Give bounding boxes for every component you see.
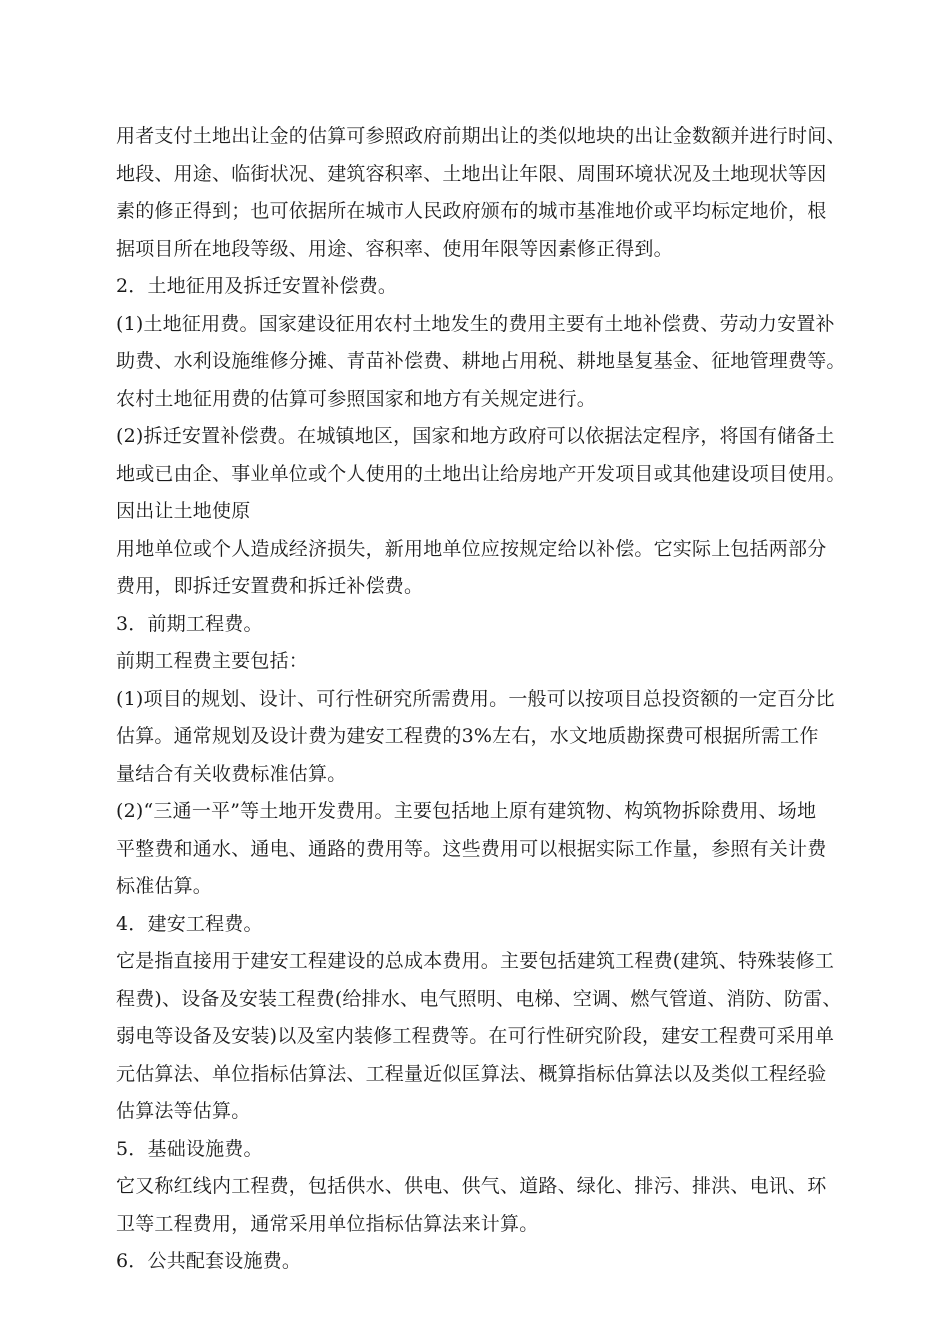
text-line: (1)项目的规划、设计、可行性研究所需费用。一般可以按项目总投资额的一定百分比 [116, 687, 835, 710]
section-heading: 2．土地征用及拆迁安置补偿费。 [116, 275, 398, 297]
text-line: 标准估算。 [116, 875, 213, 897]
text-line: 卫等工程费用，通常采用单位指标估算法来计算。 [116, 1212, 539, 1235]
text-line: 用地单位或个人造成经济损失，新用地单位应按规定给以补偿。它实际上包括两部分 [116, 537, 827, 560]
text-line: 用者支付土地出让金的估算可参照政府前期出让的类似地块的出让金数额并进行时间、 [116, 125, 846, 147]
text-line: 因出让土地使原 [116, 500, 251, 522]
text-line: 估算。通常规划及设计费为建安工程费的3%左右，水文地质勘探费可根据所需工作 [116, 725, 819, 747]
text-line: 程费)、设备及安装工程费(给排水、电气照明、电梯、空调、燃气管道、消防、防雷、 [116, 987, 842, 1010]
text-line: 费用，即拆迁安置费和拆迁补偿费。 [116, 575, 424, 597]
text-line: (1)土地征用费。国家建设征用农村土地发生的费用主要有土地补偿费、劳动力安置补 [116, 312, 835, 335]
text-line: 据项目所在地段等级、用途、容积率、使用年限等因素修正得到。 [116, 237, 673, 260]
section-heading: 6．公共配套设施费。 [116, 1250, 302, 1272]
text-line: 平整费和通水、通电、通路的费用等。这些费用可以根据实际工作量，参照有关计费 [116, 837, 827, 860]
section-heading: 3．前期工程费。 [116, 612, 263, 635]
text-line: 量结合有关收费标准估算。 [116, 762, 347, 785]
text-line: (2)拆迁安置补偿费。在城镇地区，国家和地方政府可以依据法定程序，将国有储备土 [116, 425, 835, 447]
document-body [116, 118, 846, 1281]
text-line: 它又称红线内工程费，包括供水、供电、供气、道路、绿化、排污、排洪、电讯、环 [116, 1175, 827, 1197]
text-line: 地段、用途、临街状况、建筑容积率、土地出让年限、周围环境状况及土地现状等因 [116, 162, 827, 185]
text-line: (2)“三通一平”等土地开发费用。主要包括地上原有建筑物、构筑物拆除费用、场地 [116, 800, 817, 822]
text-line: 元估算法、单位指标估算法、工程量近似匡算法、概算指标估算法以及类似工程经验 [116, 1062, 827, 1085]
text-line: 素的修正得到；也可依据所在城市人民政府颁布的城市基准地价或平均标定地价，根 [116, 200, 827, 222]
text-line: 它是指直接用于建安工程建设的总成本费用。主要包括建筑工程费(建筑、特殊装修工 [116, 950, 835, 972]
text-line: 地或已由企、事业单位或个人使用的土地出让给房地产开发项目或其他建设项目使用。 [116, 462, 846, 485]
text-line: 前期工程费主要包括： [116, 650, 309, 672]
text-line: 弱电等设备及安装)以及室内装修工程费等。在可行性研究阶段，建安工程费可采用单 [116, 1025, 835, 1047]
section-heading: 4．建安工程费。 [116, 912, 263, 935]
section-heading: 5．基础设施费。 [116, 1137, 263, 1160]
text-line: 助费、水利设施维修分摊、青苗补偿费、耕地占用税、耕地垦复基金、征地管理费等。 [116, 350, 846, 372]
text-line: 估算法等估算。 [116, 1100, 251, 1122]
text-line: 农村土地征用费的估算可参照国家和地方有关规定进行。 [116, 387, 597, 410]
